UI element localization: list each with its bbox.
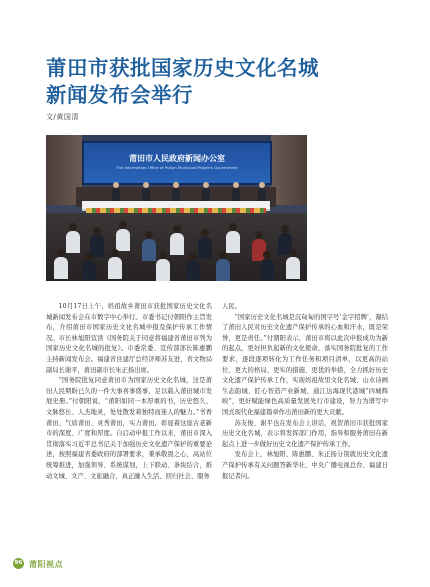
- body-column-right: [222, 302, 388, 482]
- audience-member: [108, 257, 122, 279]
- backdrop-screen-title: 莆田市人民政府新闻办公室: [129, 154, 225, 163]
- backdrop-screen: [82, 141, 272, 185]
- speaker-figure: [202, 188, 210, 201]
- body-paragraph: 10月17日上午，妈祖故乡莆田市获批国家历史文化名城新闻发布会在市数字中心举行。市委书记付朝阳作主旨发布，介绍莆田市国家历史文化名城申报及保护传承工作情况。市长林旭阳宣读《国务院关于同意将福建省莆田市列为国家历史文化名城的批复》。市委常委、宣传部部长陈惠鹏主持新闻发布会。福建省住建厅总经济师苏友进，省文物局副局长谢平，莆田副市长朱正扬出席。: [46, 303, 212, 374]
- press-conference-photo: [46, 135, 307, 281]
- audience-member: [198, 237, 212, 259]
- speaker-figure: [112, 188, 120, 201]
- body-paragraph: 发布会上，林旭阳、陈惠鹏、朱正扬分别就历史文化遗产保护传承有关问题答新华社、中央广播电视总台、福建日报记者问。: [222, 451, 388, 480]
- speaker-figure: [232, 188, 240, 201]
- audience-member: [82, 261, 96, 281]
- page-number-badge: 96: [13, 558, 24, 569]
- audience-member: [170, 233, 184, 255]
- audience-member: [54, 257, 68, 279]
- audience-member: [186, 261, 200, 281]
- backdrop-screen-subtitle: The Information Office of Putian Municipal People's Government: [116, 165, 238, 170]
- speaker-figure: [258, 188, 266, 201]
- body-column-left: [46, 302, 212, 482]
- section-label: 莆阳视点: [29, 559, 63, 569]
- article-title-line-2: 新闻发布会举行: [46, 83, 193, 107]
- audience-member: [66, 231, 80, 253]
- audience-member: [156, 259, 170, 281]
- audience-member: [142, 239, 156, 261]
- audience-member: [286, 257, 300, 279]
- stage-curtain-right: [271, 135, 307, 205]
- body-paragraph: “国家历史文化名城是沉甸甸的国字号‘金字招牌’，凝结了莆田人民对历史文化遗产保护传承的心血和汗水，既是荣誉，更是责任。”付朝阳表示，莆田市将以此次申报成功为新的起点，更好担负起新的文化使命，落实国务院批复的工作要求，逐段逐项转化为工作任务和项目清单，以更高的站位、更大的格局、更实的措施、更优的举措，全力抓好历史文化遗产保护传承工作，实现妈祖故里文化名城、山水诗画生态韵城、匠心智造产业新城、通江达海现代港城“四城辉映”，更好赋能绿色高质量发展先行市建设，努力为谱写中国式现代化福建篇章作出莆田新的更大贡献。: [222, 313, 388, 416]
- audience-member: [116, 229, 130, 251]
- speaker-figure: [142, 188, 150, 201]
- body-paragraph: “国务院批复同意莆田市为国家历史文化名城，这是莆田人民期盼已久的一件大事喜事盛事，足以载入莆田城市发展史册。”付朝阳说，“莆阳如同一本厚重的书，历史悠久、文脉悠长、人杰地灵，处处散发着独特而迷人的魅力。”书香莆田、气质莆田、灵秀莆田，实力莆田，彰显着这座古老新市的深度、广度和厚度。自启动申报工作以来，莆田市深入贯彻落实习近平总书记关于加强历史文化遗产保护的重要论述，按照福建省委政府的部署要求，秉承敬畏之心，高站位统筹推进，加强领导、系统谋划，上下联动、条块结合，推动文城、文产、文旅融合，真正融入生活、回归社会、服务: [46, 377, 212, 480]
- body-paragraph-continued: 人民。: [222, 303, 241, 310]
- audience-member: [260, 259, 274, 281]
- article-title-line-1: 莆田市获批国家历史文化名城: [46, 56, 319, 80]
- audience-member: [226, 231, 240, 253]
- audience-member: [216, 259, 230, 281]
- article-title: [46, 55, 386, 109]
- body-paragraph: 苏友俊、谢平也在发布会上讲话，祝贺莆田市获批国家历史文化名城，表示将发挥部门作用，指导和服务莆田在新起点上进一步做好历史文化遗产保护传承工作。: [222, 419, 388, 448]
- speaker-figure: [172, 188, 180, 201]
- article-byline: 文/黄国清: [46, 113, 79, 121]
